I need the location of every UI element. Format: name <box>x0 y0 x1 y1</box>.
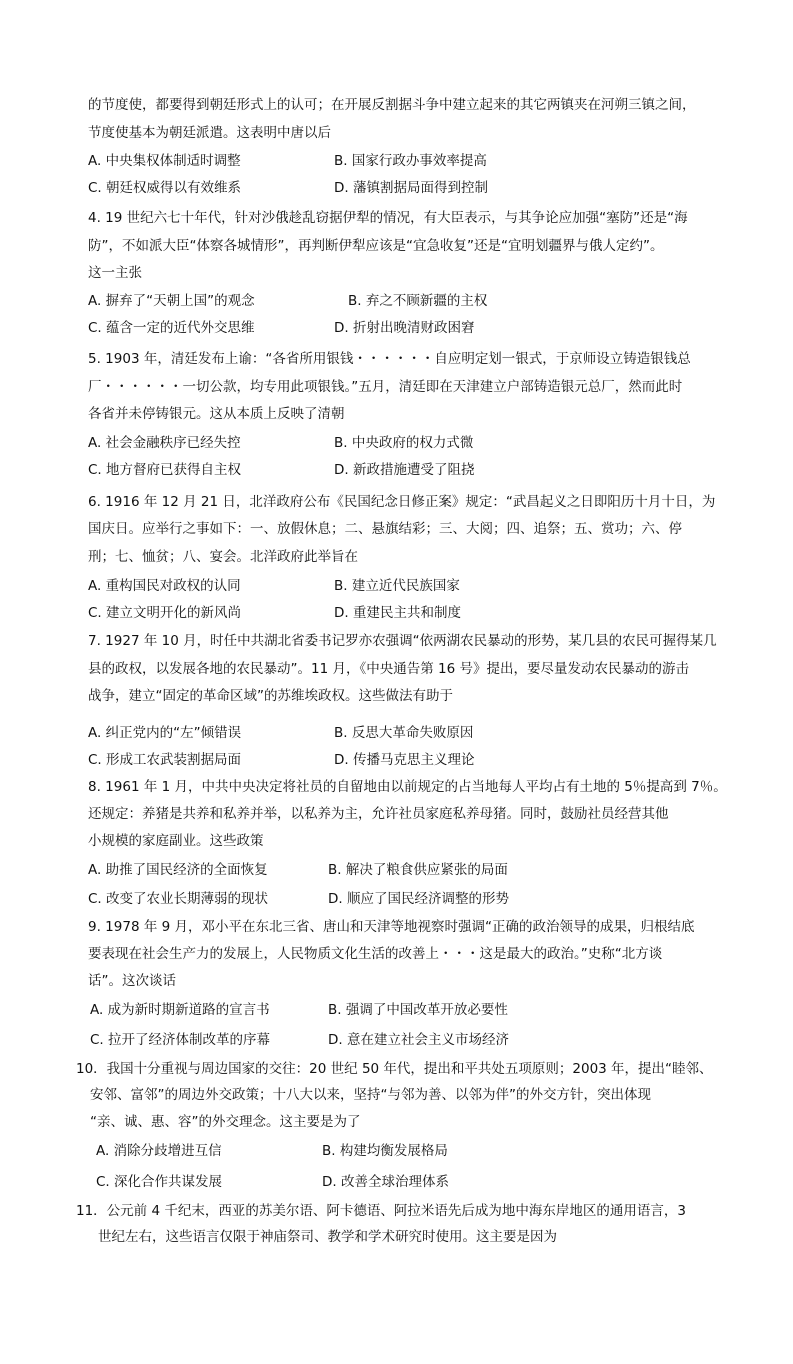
q9-option-a: A. 成为新时期新道路的宣言书 <box>90 1002 270 1018</box>
q3-option-d: D. 藩镇割据局面得到控制 <box>334 180 488 196</box>
q7-stem-line-3: 战争，建立“固定的革命区域”的苏维埃政权。这些做法有助于 <box>88 688 453 704</box>
q10-option-a: A. 消除分歧增进互信 <box>96 1143 222 1159</box>
q8-option-d: D. 顺应了国民经济调整的形势 <box>328 891 509 907</box>
q6-stem-line-2: 国庆日。应举行之事如下：一、放假休息；二、悬旗结彩；三、大阅；四、追祭；五、赏功；六、停 <box>88 521 682 537</box>
q3-stem-line-1: 的节度使，都要得到朝廷形式上的认可；在开展反割据斗争中建立起来的其它两镇夹在河朔三镇之间， <box>88 97 696 113</box>
q8-stem-line-1: 8. 1961 年 1 月，中共中央决定将社员的自留地由以前规定的占当地每人平均占有土地的 5％提高到 7％。 <box>88 779 727 795</box>
q6-option-d: D. 重建民主共和制度 <box>334 605 461 621</box>
q7-option-a: A. 纠正党内的“左”倾错误 <box>88 725 242 741</box>
q4-option-b: B. 弃之不顾新疆的主权 <box>348 293 488 309</box>
q7-stem-line-2: 县的政权，以发展各地的农民暴动”。11 月，《中央通告第 16 号》提出，要尽量发动农民暴动的游击 <box>88 661 689 677</box>
q8-option-b: B. 解决了粮食供应紧张的局面 <box>328 862 508 878</box>
q7-stem-line-1: 7. 1927 年 10 月，时任中共湖北省委书记罗亦农强调“依两湖农民暴动的形势，某几县的农民可握得某几 <box>88 633 717 649</box>
q4-stem-line-2: 防”，不如派大臣“体察各城情形”，再判断伊犁应该是“宜急收复”还是“宜明划疆界与俄人定约”。 <box>88 238 664 254</box>
q9-option-b: B. 强调了中国改革开放必要性 <box>328 1002 508 1018</box>
q10-option-c: C. 深化合作共谋发展 <box>96 1174 223 1190</box>
q8-stem-line-3: 小规模的家庭副业。这些政策 <box>88 833 264 849</box>
q10-stem-line-3: “亲、诚、惠、容”的外交理念。这主要是为了 <box>90 1114 361 1130</box>
q9-option-c: C. 拉开了经济体制改革的序幕 <box>90 1032 271 1048</box>
q8-stem-line-2: 还规定：养猪是共养和私养并举，以私养为主，允许社员家庭私养母猪。同时，鼓励社员经营其他 <box>88 806 669 822</box>
q7-option-c: C. 形成工农武装割据局面 <box>88 752 242 768</box>
q11-stem-line-2: 世纪左右，这些语言仅限于神庙祭司、教学和学术研究时使用。这主要是因为 <box>98 1229 557 1245</box>
q10-stem-line-2: 安邻、富邻”的周边外交政策；十八大以来，坚持“与邻为善、以邻为伴”的外交方针，突出体现 <box>90 1087 651 1103</box>
q11-stem-line-1: 11．公元前 4 千纪末，西亚的苏美尔语、阿卡德语、阿拉米语先后成为地中海东岸地区的通用语言，3 <box>76 1203 686 1219</box>
q10-stem-line-1: 10．我国十分重视与周边国家的交往：20 世纪 50 年代，提出和平共处五项原则；2003 年，提出“睦邻、 <box>76 1061 713 1077</box>
q5-option-d: D. 新政措施遭受了阻挠 <box>334 462 475 478</box>
q7-option-b: B. 反思大革命失败原因 <box>334 725 474 741</box>
q5-stem-line-3: 各省并未停铸银元。这从本质上反映了清朝 <box>88 406 345 422</box>
q5-stem-line-2: 厂・・・・・・一切公款，均专用此项银钱。”五月，清廷即在天津建立户部铸造银元总厂，然而此时 <box>88 379 683 395</box>
q6-option-a: A. 重构国民对政权的认同 <box>88 578 241 594</box>
q5-option-a: A. 社会金融秩序已经失控 <box>88 435 241 451</box>
q3-stem-line-2: 节度使基本为朝廷派遣。这表明中唐以后 <box>88 125 331 141</box>
q4-stem-line-3: 这一主张 <box>88 265 142 281</box>
q10-option-b: B. 构建均衡发展格局 <box>322 1143 448 1159</box>
q6-option-c: C. 建立文明开化的新风尚 <box>88 605 242 621</box>
q5-option-b: B. 中央政府的权力式微 <box>334 435 474 451</box>
q9-stem-line-2: 要表现在社会生产力的发展上，人民物质文化生活的改善上・・・这是最大的政治。”史称“北方谈 <box>88 946 663 962</box>
q6-stem-line-3: 刑；七、恤贫；八、宴会。北洋政府此举旨在 <box>88 549 358 565</box>
q3-option-c: C. 朝廷权威得以有效维系 <box>88 180 242 196</box>
q10-option-d: D. 改善全球治理体系 <box>322 1174 449 1190</box>
q4-option-c: C. 蕴含一定的近代外交思维 <box>88 320 255 336</box>
q4-option-d: D. 折射出晚清财政困窘 <box>334 320 475 336</box>
q3-option-b: B. 国家行政办事效率提高 <box>334 153 487 169</box>
q3-option-a: A. 中央集权体制适时调整 <box>88 153 241 169</box>
q7-option-d: D. 传播马克思主义理论 <box>334 752 475 768</box>
q8-option-c: C. 改变了农业长期薄弱的现状 <box>88 891 269 907</box>
q9-stem-line-1: 9. 1978 年 9 月，邓小平在东北三省、唐山和天津等地视察时强调“正确的政治领导的成果，归根结底 <box>88 919 695 935</box>
q9-option-d: D. 意在建立社会主义市场经济 <box>328 1032 509 1048</box>
q4-option-a: A. 摒弃了“天朝上国”的观念 <box>88 293 255 309</box>
q6-option-b: B. 建立近代民族国家 <box>334 578 460 594</box>
q9-stem-line-3: 话”。这次谈话 <box>88 973 176 989</box>
q4-stem-line-1: 4. 19 世纪六七十年代，针对沙俄趁乱窃据伊犁的情况，有大臣表示，与其争论应加强“塞防”还是“海 <box>88 210 688 226</box>
q5-stem-line-1: 5. 1903 年，清廷发布上谕：“各省所用银钱・・・・・・自应明定划一银式，于京师设立铸造银钱总 <box>88 351 691 367</box>
q8-option-a: A. 助推了国民经济的全面恢复 <box>88 862 268 878</box>
q5-option-c: C. 地方督府已获得自主权 <box>88 462 242 478</box>
q6-stem-line-1: 6. 1916 年 12 月 21 日，北洋政府公布《民国纪念日修正案》规定：“武昌起义之日即阳历十月十日，为 <box>88 494 716 510</box>
